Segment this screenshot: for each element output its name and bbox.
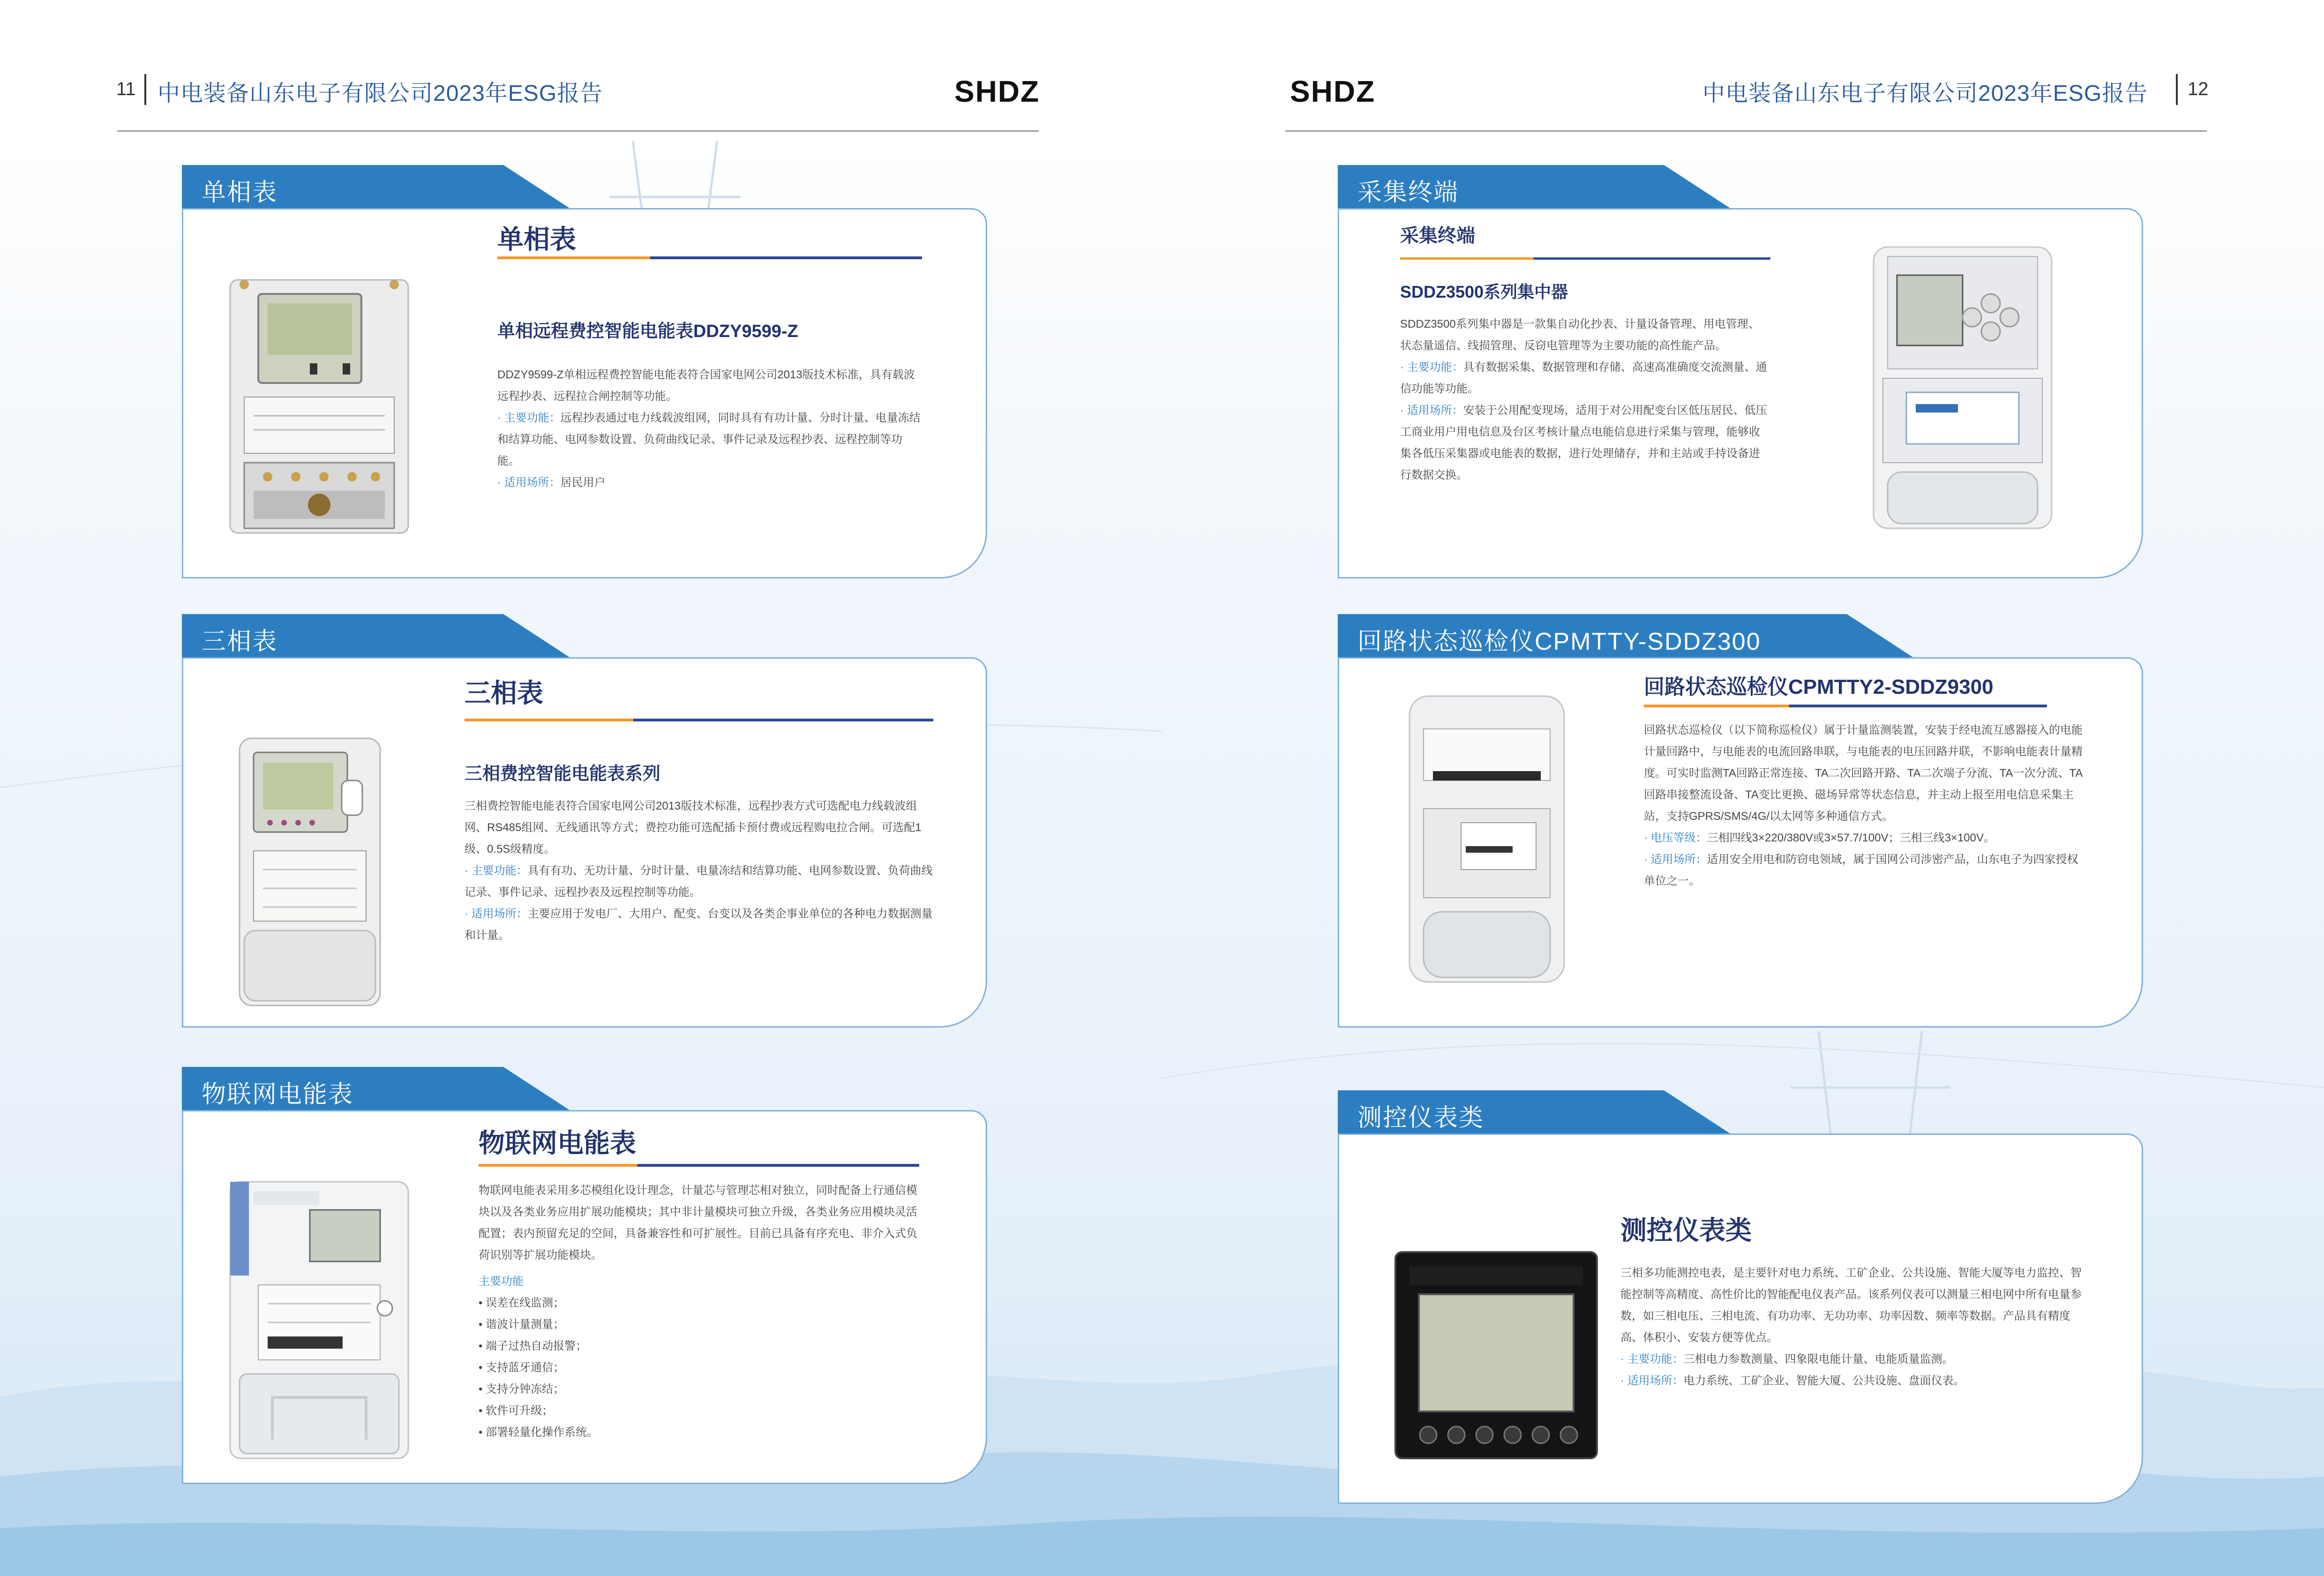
tab-instruments [1338,1090,1732,1134]
title-underline [465,719,933,721]
usage-text: 适用安全用电和防窃电领域，属于国网公司涉密产品，山东电子为四家授权单位之一。 [1644,853,2078,887]
concentrator-icon [1864,242,2061,533]
description-text: 回路状态巡检仪（以下简称巡检仪）属于计量监测装置，安装于经电流互感器接入的电能计量回路中，与电能表的电流回路串联，与电能表的电压回路并联，不影响电能表计量精度。可实时监测TA回路正常连接、TA二次回路开路、TA二次端子分流、TA一次分流、TA回路串接整流设备、TA变比更换、磁场异常等状态信息，并主动上报至用电信息采集主站，支持GPRS/SMS/4G/以太网等多种通信方式。 [1644,724,2083,823]
description-text: 物联网电能表采用多芯模组化设计理念，计量芯与管理芯相对独立，同时配备上行通信模块以及各类业务应用扩展功能模块；其中非计量模块可独立升级，各类业务应用模块灵活配置；表内预留充足的空间，具备兼容性和可扩展性。目前已具备有序充电、非介入式负荷识别等扩展功能模块。 [479,1184,917,1261]
tab-iot-meter [182,1067,571,1111]
usage-text: 安装于公用配变现场，适用于对公用配变台区低压居民、低压工商业用户用电信息及台区考核计量点电能信息进行采集与管理，能够收集各低压采集器或电能表的数据，进行处理储存，并和主站或手持设备进行数据交换。 [1400,404,1767,481]
list-item: • 支持蓝牙通信； [479,1361,565,1374]
title-underline [1400,257,1770,260]
product-description [479,1180,919,1443]
tab-single-phase [182,165,571,209]
page-number: 11 [116,79,136,99]
usage-text: 居民用户 [560,476,606,489]
usage-label: · 适用场所： [1620,1374,1684,1387]
report-title: 中电装备山东电子有限公司2023年ESG报告 [157,81,603,106]
single-phase-meter-icon [225,275,413,538]
tab-label: 采集终端 [1357,179,1459,206]
usage-text: 主要应用于发电厂、大用户、配变、台变以及各类企事业单位的各种电力数据测量和计量。 [465,908,933,942]
product-description [1620,1262,2089,1392]
title-underline [1644,705,2047,707]
usage-line [465,903,933,946]
product-description [1644,720,2084,892]
section-title: 采集终端 [1400,225,1475,246]
product-description [465,796,933,946]
function-text: 远程抄表通过电力线载波组网，同时具有有功计量、分时计量、电量冻结和结算功能、电网参数设置、负荷曲线记录、事件记录及远程抄表、远程控制等功能。 [497,412,921,467]
instrument-card [1338,1133,2143,1504]
list-item: • 支持分钟冻结； [479,1383,565,1396]
voltage-line [1644,827,2084,849]
product-subtitle: SDDZ3500系列集中器 [1400,282,1568,301]
voltage-text: 三相四线3×220/380V或3×57.7/100V；三相三线3×100V。 [1707,832,1995,844]
usage-label: · 适用场所： [497,476,561,489]
inspector-device-icon [1405,691,1569,987]
function-text: 具有数据采集、数据管理和存储、高速高准确度交流测量、通信功能等功能。 [1400,361,1767,395]
function-line [465,860,933,903]
product-description [497,364,922,494]
title-underline [497,256,922,259]
right-page [1162,0,2324,1576]
list-item: • 端子过热自动报警； [479,1340,587,1352]
usage-label: · 适用场所： [465,908,528,920]
feature-list [479,1292,919,1443]
panel-meter-icon [1391,1247,1602,1463]
header-rule [117,130,1039,132]
inspector-card [1338,657,2143,1028]
tab-label: 回路状态巡检仪CPMTTY-SDDZ300 [1357,628,1761,655]
three-phase-card [182,657,987,1028]
section-title: 物联网电能表 [479,1128,636,1158]
three-phase-meter-icon [235,734,390,1010]
usage-line [497,472,922,494]
function-label: · 主要功能： [1620,1353,1684,1366]
tab-label: 物联网电能表 [202,1081,354,1108]
single-phase-card [182,208,987,578]
description-text: 三相费控智能电能表符合国家电网公司2013版技术标准，远程抄表方式可选配电力线载波组网、RS485组网、无线通讯等方式；费控功能可选配插卡预付费或远程购电拉合闸。可选配1级、0.5S级精度。 [465,800,922,856]
product-subtitle: 三相费控智能电能表系列 [465,764,661,784]
tab-label: 测控仪表类 [1357,1104,1484,1132]
product-subtitle: 单相远程费控智能电能表DDZY9599-Z [497,322,798,341]
tab-label: 三相表 [202,628,278,655]
function-label: · 主要功能： [497,412,561,424]
usage-line [1644,849,2084,892]
usage-line [1620,1370,2089,1392]
function-label: · 主要功能： [1400,361,1463,374]
function-text: 三相电力参数测量、四象限电能计量、电能质量监测。 [1683,1353,1954,1366]
title-underline [479,1164,919,1167]
section-title: 测控仪表类 [1620,1216,1752,1245]
usage-label: · 适用场所： [1400,404,1463,417]
usage-label: · 适用场所： [1644,853,1707,866]
header-separator [2176,74,2178,105]
page-number: 12 [2188,79,2209,99]
company-logo: SHDZ [1290,75,1376,108]
report-title: 中电装备山东电子有限公司2023年ESG报告 [1702,81,2148,106]
tab-label: 单相表 [202,179,278,206]
list-item: • 部署轻量化操作系统。 [479,1426,599,1439]
function-line [1620,1349,2089,1370]
section-title: 单相表 [497,225,576,254]
iot-meter-icon [225,1177,413,1463]
tab-three-phase [182,614,571,658]
voltage-label: · 电压等级： [1644,832,1707,844]
header-separator [144,74,146,105]
usage-line [1400,400,1770,486]
tab-loop-inspector [1338,614,1914,658]
function-text: 具有有功、无功计量、分时计量、电量冻结和结算功能、电网参数设置、负荷曲线记录、事件记录、远程抄表及远程控制等功能。 [465,864,933,899]
tab-collection-terminal [1338,165,1732,209]
function-line [1400,357,1770,400]
function-heading: 主要功能 [479,1275,524,1288]
list-item: • 谐波计量测量； [479,1318,565,1331]
header-rule [1285,130,2207,132]
usage-text: 电力系统、工矿企业、智能大厦、公共设施、盘面仪表。 [1683,1374,1965,1387]
description-text: DDZY9599-Z单相远程费控智能电能表符合国家电网公司2013版技术标准，具有载波远程抄表、远程拉合闸控制等功能。 [497,368,915,403]
terminal-card [1338,208,2143,578]
function-label: · 主要功能： [465,864,528,877]
section-title: 回路状态巡检仪CPMTTY2-SDDZ9300 [1644,675,1994,698]
list-item: • 误差在线监测； [479,1297,565,1309]
company-logo: SHDZ [954,75,1040,108]
description-text: SDDZ3500系列集中器是一款集自动化抄表、计量设备管理、用电管理、状态量遥信、线损管理、反窃电管理等为主要功能的高性能产品。 [1400,318,1760,352]
iot-meter-card [182,1110,987,1484]
list-item: • 软件可升级； [479,1404,554,1417]
function-line [497,407,922,472]
product-description [1400,314,1770,486]
description-text: 三相多功能测控电表，是主要针对电力系统、工矿企业、公共设施、智能大厦等电力监控、智能控制等高精度、高性价比的智能配电仪表产品。该系列仪表可以测量三相电网中所有电量参数，如三相电压、三相电流、有功功率、无功功率、功率因数、频率等数据。产品具有精度高、体积小、安装方便等优点。 [1620,1267,2082,1344]
section-title: 三相表 [465,678,543,708]
